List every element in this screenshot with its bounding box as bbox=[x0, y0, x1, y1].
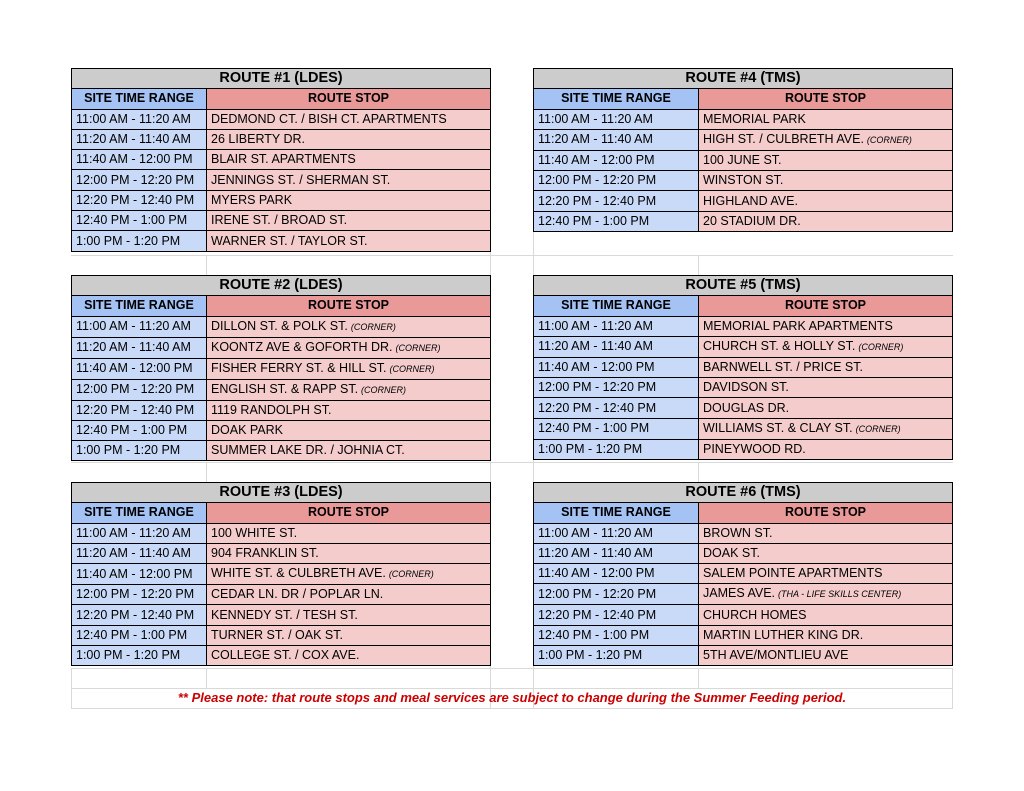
time-range-cell: 1:00 PM - 1:20 PM bbox=[534, 439, 699, 459]
spreadsheet bbox=[71, 68, 953, 709]
header-route-stop: ROUTE STOP bbox=[207, 503, 491, 523]
route-stop-cell bbox=[699, 584, 953, 605]
time-range-cell: 12:00 PM - 12:20 PM bbox=[72, 585, 207, 605]
time-range-cell: 12:40 PM - 1:00 PM bbox=[72, 420, 207, 440]
route-stop-cell bbox=[207, 420, 491, 440]
route-table bbox=[533, 275, 953, 460]
table-row bbox=[534, 378, 953, 398]
table-row bbox=[72, 211, 491, 231]
table-row bbox=[534, 109, 953, 129]
route-stop-cell bbox=[699, 171, 953, 191]
time-range-cell: 11:40 AM - 12:00 PM bbox=[534, 357, 699, 377]
route-stop-note: (CORNER) bbox=[866, 134, 912, 145]
table-row bbox=[72, 400, 491, 420]
route-table bbox=[71, 275, 491, 461]
table-row bbox=[72, 585, 491, 605]
route-stop-text: 20 STADIUM DR. bbox=[703, 213, 801, 228]
route-stop-cell bbox=[207, 150, 491, 170]
route-title: ROUTE #5 (TMS) bbox=[534, 276, 953, 296]
route-stop-text: MYERS PARK bbox=[211, 192, 293, 207]
route-stop-text: CHURCH HOMES bbox=[703, 607, 807, 622]
header-route-stop: ROUTE STOP bbox=[699, 503, 953, 523]
table-row bbox=[534, 211, 953, 231]
table-row bbox=[72, 190, 491, 210]
time-range-cell: 12:40 PM - 1:00 PM bbox=[534, 211, 699, 231]
time-range-cell: 1:00 PM - 1:20 PM bbox=[72, 441, 207, 461]
route-stop-cell bbox=[699, 646, 953, 666]
table-row bbox=[534, 316, 953, 336]
route-table bbox=[71, 482, 491, 666]
route-stop-text: TURNER ST. / OAK ST. bbox=[211, 627, 343, 642]
route-stop-cell bbox=[207, 190, 491, 210]
route-stop-note: (CORNER) bbox=[350, 321, 396, 332]
route-stop-cell bbox=[207, 441, 491, 461]
gridline bbox=[71, 255, 953, 256]
header-site-time-range: SITE TIME RANGE bbox=[534, 89, 699, 109]
header-site-time-range: SITE TIME RANGE bbox=[534, 503, 699, 523]
time-range-cell: 12:20 PM - 12:40 PM bbox=[72, 605, 207, 625]
route-stop-text: WHITE ST. & CULBRETH AVE. bbox=[211, 566, 386, 581]
table-row bbox=[72, 379, 491, 400]
time-range-cell: 12:40 PM - 1:00 PM bbox=[72, 211, 207, 231]
header-site-time-range: SITE TIME RANGE bbox=[72, 503, 207, 523]
table-row bbox=[72, 358, 491, 379]
route-stop-cell bbox=[699, 336, 953, 357]
route-stop-cell bbox=[699, 439, 953, 459]
route-stop-text: KENNEDY ST. / TESH ST. bbox=[211, 607, 358, 622]
route-stop-cell bbox=[207, 379, 491, 400]
table-row bbox=[72, 625, 491, 645]
gridline bbox=[71, 462, 953, 463]
route-stop-note: (THA - LIFE SKILLS CENTER) bbox=[778, 589, 902, 600]
time-range-cell: 12:40 PM - 1:00 PM bbox=[534, 625, 699, 645]
time-range-cell: 11:00 AM - 11:20 AM bbox=[534, 109, 699, 129]
route-stop-text: 100 WHITE ST. bbox=[211, 525, 298, 540]
header-route-stop: ROUTE STOP bbox=[207, 89, 491, 109]
route-stop-text: MARTIN LUTHER KING DR. bbox=[703, 627, 864, 642]
route-stop-text: FISHER FERRY ST. & HILL ST. bbox=[211, 360, 387, 375]
route-stop-cell bbox=[207, 170, 491, 190]
route-stop-note: (CORNER) bbox=[361, 384, 407, 395]
gridline bbox=[206, 668, 207, 688]
table-row bbox=[534, 129, 953, 150]
route-stop-text: SALEM POINTE APARTMENTS bbox=[703, 566, 883, 581]
time-range-cell: 11:20 AM - 11:40 AM bbox=[534, 336, 699, 357]
table-row bbox=[72, 109, 491, 129]
route-stop-cell bbox=[207, 646, 491, 666]
time-range-cell: 11:00 AM - 11:20 AM bbox=[72, 523, 207, 543]
route-stop-text: ENGLISH ST. & RAPP ST. bbox=[211, 381, 359, 396]
route-stop-cell bbox=[699, 316, 953, 336]
table-row bbox=[72, 523, 491, 543]
route-stop-cell bbox=[699, 523, 953, 543]
time-range-cell: 11:40 AM - 12:00 PM bbox=[72, 358, 207, 379]
route-stop-text: JAMES AVE. bbox=[703, 586, 776, 601]
time-range-cell: 12:20 PM - 12:40 PM bbox=[72, 400, 207, 420]
route-title: ROUTE #2 (LDES) bbox=[72, 276, 491, 296]
route-stop-text: DEDMOND CT. / BISH CT. APARTMENTS bbox=[211, 111, 447, 126]
route-stop-text: MEMORIAL PARK APARTMENTS bbox=[703, 318, 893, 333]
header-site-time-range: SITE TIME RANGE bbox=[72, 296, 207, 316]
route-stop-text: MEMORIAL PARK bbox=[703, 111, 806, 126]
table-row bbox=[534, 523, 953, 543]
route-table bbox=[71, 68, 491, 252]
route-stop-text: WILLIAMS ST. & CLAY ST. bbox=[703, 420, 853, 435]
route-stop-text: BARNWELL ST. / PRICE ST. bbox=[703, 360, 863, 375]
gridline bbox=[71, 708, 953, 709]
route-stop-text: CHURCH ST. & HOLLY ST. bbox=[703, 338, 856, 353]
header-route-stop: ROUTE STOP bbox=[699, 296, 953, 316]
route-stop-text: SUMMER LAKE DR. / JOHNIA CT. bbox=[211, 443, 405, 458]
table-row bbox=[534, 171, 953, 191]
table-row bbox=[72, 337, 491, 358]
route-table bbox=[533, 68, 953, 232]
route-stop-cell bbox=[207, 231, 491, 251]
route-stop-cell bbox=[699, 150, 953, 170]
route-stop-cell bbox=[699, 564, 953, 584]
route-stop-cell bbox=[699, 378, 953, 398]
time-range-cell: 1:00 PM - 1:20 PM bbox=[534, 646, 699, 666]
time-range-cell: 12:20 PM - 12:40 PM bbox=[534, 605, 699, 625]
route-stop-cell bbox=[207, 543, 491, 563]
route-stop-text: HIGHLAND AVE. bbox=[703, 193, 798, 208]
route-stop-note: (CORNER) bbox=[855, 423, 901, 434]
route-stop-cell bbox=[207, 316, 491, 337]
table-row bbox=[72, 231, 491, 251]
route-title: ROUTE #3 (LDES) bbox=[72, 483, 491, 503]
route-stop-text: DILLON ST. & POLK ST. bbox=[211, 318, 348, 333]
table-row bbox=[534, 543, 953, 563]
table-row bbox=[534, 191, 953, 211]
route-stop-cell bbox=[207, 625, 491, 645]
route-stop-cell bbox=[207, 523, 491, 543]
header-route-stop: ROUTE STOP bbox=[207, 296, 491, 316]
time-range-cell: 11:00 AM - 11:20 AM bbox=[72, 316, 207, 337]
table-row bbox=[534, 564, 953, 584]
route-stop-cell bbox=[699, 109, 953, 129]
footer-note: ** Please note: that route stops and meal services are subject to change during the Summer Feeding period. bbox=[177, 690, 847, 705]
time-range-cell: 12:40 PM - 1:00 PM bbox=[72, 625, 207, 645]
route-stop-text: DOAK ST. bbox=[703, 546, 760, 561]
table-row bbox=[72, 646, 491, 666]
gridline bbox=[698, 668, 699, 688]
route-stop-cell bbox=[207, 337, 491, 358]
table-row bbox=[534, 439, 953, 459]
route-stop-cell bbox=[207, 585, 491, 605]
time-range-cell: 11:40 AM - 12:00 PM bbox=[534, 150, 699, 170]
table-row bbox=[534, 418, 953, 439]
route-stop-text: DAVIDSON ST. bbox=[703, 380, 789, 395]
time-range-cell: 11:40 AM - 12:00 PM bbox=[72, 150, 207, 170]
route-stop-text: 5TH AVE/MONTLIEU AVE bbox=[703, 648, 849, 663]
gridline bbox=[698, 255, 699, 275]
table-row bbox=[72, 543, 491, 563]
time-range-cell: 1:00 PM - 1:20 PM bbox=[72, 646, 207, 666]
table-row bbox=[72, 564, 491, 585]
gridline bbox=[206, 462, 207, 482]
header-route-stop: ROUTE STOP bbox=[699, 89, 953, 109]
route-table bbox=[533, 482, 953, 666]
route-stop-text: PINEYWOOD RD. bbox=[703, 441, 806, 456]
route-stop-cell bbox=[699, 543, 953, 563]
table-row bbox=[534, 625, 953, 645]
time-range-cell: 12:00 PM - 12:20 PM bbox=[534, 584, 699, 605]
route-stop-text: WINSTON ST. bbox=[703, 173, 784, 188]
route-stop-note: (CORNER) bbox=[395, 342, 441, 353]
route-title: ROUTE #6 (TMS) bbox=[534, 483, 953, 503]
table-row bbox=[72, 129, 491, 149]
table-row bbox=[72, 420, 491, 440]
route-stop-text: DOAK PARK bbox=[211, 423, 284, 438]
route-stop-text: CEDAR LN. DR / POPLAR LN. bbox=[211, 587, 384, 602]
time-range-cell: 12:40 PM - 1:00 PM bbox=[534, 418, 699, 439]
route-stop-cell bbox=[699, 357, 953, 377]
route-title: ROUTE #4 (TMS) bbox=[534, 69, 953, 89]
time-range-cell: 11:00 AM - 11:20 AM bbox=[534, 316, 699, 336]
route-stop-cell bbox=[699, 418, 953, 439]
route-stop-text: 904 FRANKLIN ST. bbox=[211, 546, 319, 561]
time-range-cell: 11:20 AM - 11:40 AM bbox=[534, 129, 699, 150]
route-stop-text: DOUGLAS DR. bbox=[703, 400, 790, 415]
table-row bbox=[534, 336, 953, 357]
time-range-cell: 12:00 PM - 12:20 PM bbox=[534, 378, 699, 398]
route-stop-cell bbox=[699, 211, 953, 231]
time-range-cell: 11:00 AM - 11:20 AM bbox=[534, 523, 699, 543]
table-row bbox=[534, 357, 953, 377]
time-range-cell: 11:40 AM - 12:00 PM bbox=[72, 564, 207, 585]
route-stop-text: WARNER ST. / TAYLOR ST. bbox=[211, 233, 368, 248]
time-range-cell: 12:00 PM - 12:20 PM bbox=[72, 170, 207, 190]
gridline bbox=[206, 255, 207, 275]
time-range-cell: 11:20 AM - 11:40 AM bbox=[72, 129, 207, 149]
route-stop-cell bbox=[699, 625, 953, 645]
route-stop-text: 1119 RANDOLPH ST. bbox=[211, 402, 332, 417]
route-stop-cell bbox=[207, 211, 491, 231]
header-site-time-range: SITE TIME RANGE bbox=[72, 89, 207, 109]
route-stop-cell bbox=[699, 605, 953, 625]
table-row bbox=[534, 584, 953, 605]
table-row bbox=[534, 398, 953, 418]
route-stop-text: BLAIR ST. APARTMENTS bbox=[211, 152, 356, 167]
route-stop-cell bbox=[699, 398, 953, 418]
table-row bbox=[534, 150, 953, 170]
time-range-cell: 11:20 AM - 11:40 AM bbox=[72, 543, 207, 563]
route-stop-text: JENNINGS ST. / SHERMAN ST. bbox=[211, 172, 391, 187]
gridline bbox=[71, 668, 953, 669]
route-stop-note: (CORNER) bbox=[388, 569, 434, 580]
time-range-cell: 12:00 PM - 12:20 PM bbox=[534, 171, 699, 191]
route-stop-cell bbox=[207, 109, 491, 129]
route-title: ROUTE #1 (LDES) bbox=[72, 69, 491, 89]
route-stop-text: 100 JUNE ST. bbox=[703, 153, 782, 168]
time-range-cell: 12:00 PM - 12:20 PM bbox=[72, 379, 207, 400]
route-stop-cell bbox=[207, 129, 491, 149]
route-stop-text: KOONTZ AVE & GOFORTH DR. bbox=[211, 339, 393, 354]
time-range-cell: 11:20 AM - 11:40 AM bbox=[72, 337, 207, 358]
time-range-cell: 12:20 PM - 12:40 PM bbox=[534, 191, 699, 211]
route-stop-note: (CORNER) bbox=[858, 341, 904, 352]
header-site-time-range: SITE TIME RANGE bbox=[534, 296, 699, 316]
table-row bbox=[72, 605, 491, 625]
route-stop-text: COLLEGE ST. / COX AVE. bbox=[211, 648, 360, 663]
route-stop-cell bbox=[207, 605, 491, 625]
route-stop-text: BROWN ST. bbox=[703, 525, 773, 540]
table-row bbox=[534, 605, 953, 625]
route-stop-text: IRENE ST. / BROAD ST. bbox=[211, 213, 348, 228]
table-row bbox=[534, 646, 953, 666]
time-range-cell: 1:00 PM - 1:20 PM bbox=[72, 231, 207, 251]
time-range-cell: 12:20 PM - 12:40 PM bbox=[534, 398, 699, 418]
time-range-cell: 11:00 AM - 11:20 AM bbox=[72, 109, 207, 129]
time-range-cell: 12:20 PM - 12:40 PM bbox=[72, 190, 207, 210]
table-row bbox=[72, 170, 491, 190]
route-stop-text: HIGH ST. / CULBRETH AVE. bbox=[703, 131, 864, 146]
route-stop-cell bbox=[699, 129, 953, 150]
time-range-cell: 11:20 AM - 11:40 AM bbox=[534, 543, 699, 563]
route-stop-text: 26 LIBERTY DR. bbox=[211, 132, 306, 147]
table-row bbox=[72, 316, 491, 337]
route-stop-cell bbox=[207, 564, 491, 585]
table-row bbox=[72, 150, 491, 170]
route-stop-cell bbox=[207, 400, 491, 420]
route-stop-cell bbox=[699, 191, 953, 211]
gridline bbox=[698, 462, 699, 482]
route-stop-note: (CORNER) bbox=[389, 363, 435, 374]
table-row bbox=[72, 441, 491, 461]
time-range-cell: 11:40 AM - 12:00 PM bbox=[534, 564, 699, 584]
route-stop-cell bbox=[207, 358, 491, 379]
